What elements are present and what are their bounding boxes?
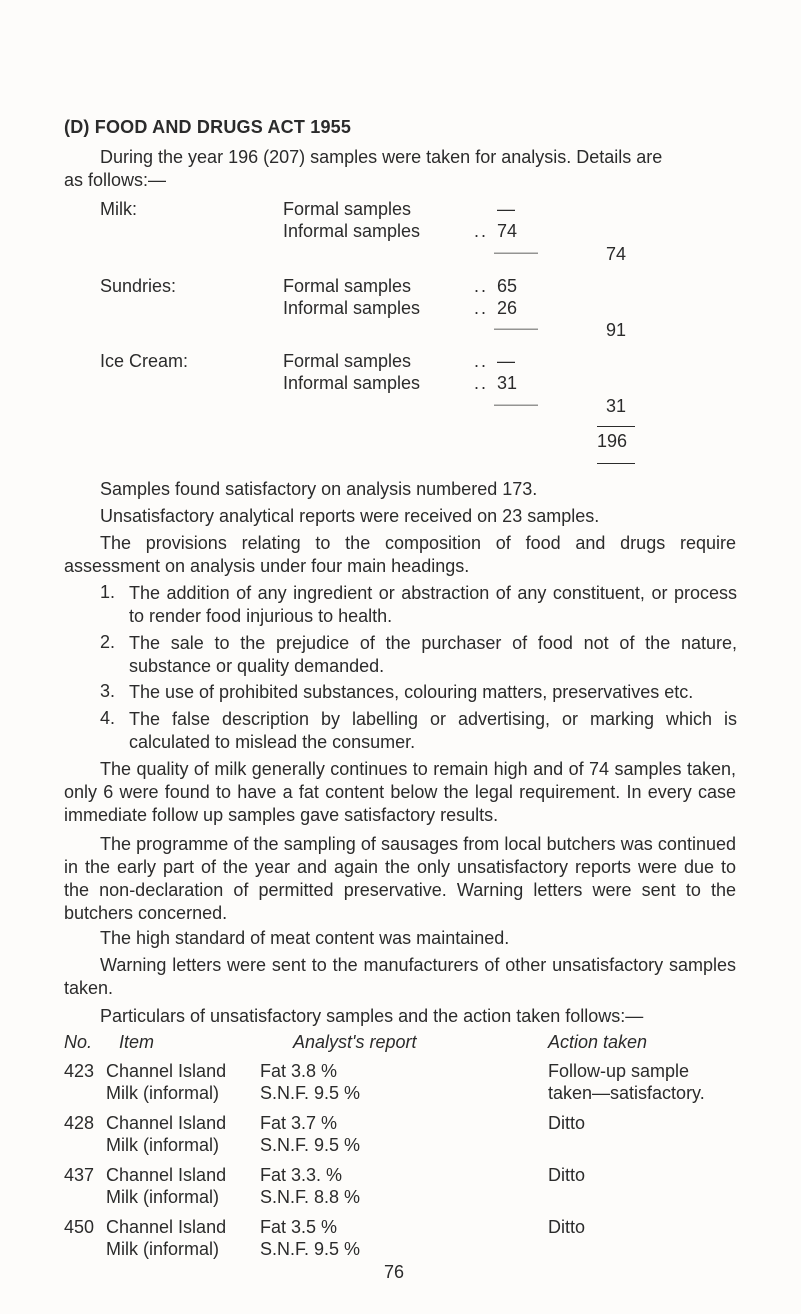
row-action: Ditto — [548, 1217, 586, 1237]
row-report: Fat 3.3. % — [260, 1165, 343, 1185]
para-satisfactory: Samples found satisfactory on analysis numbered 173. — [100, 479, 538, 499]
list-number: 2. — [100, 632, 116, 652]
para-milk — [64, 758, 736, 827]
row-action: Ditto — [548, 1165, 586, 1185]
row-no: 437 — [64, 1165, 95, 1185]
para-particulars: Particulars of unsatisfactory samples and the action taken follows:— — [100, 1006, 644, 1026]
section-heading: (D) FOOD AND DRUGS ACT 1955 — [64, 117, 352, 137]
samples-label: Informal samples — [283, 221, 421, 241]
list-number: 3. — [100, 681, 116, 701]
page-number: 76 — [384, 1262, 405, 1282]
para-warning-text: Warning letters were sent to the manufacturers of other unsatisfactory samples taken. — [64, 955, 736, 998]
samples-label: Formal samples — [283, 199, 412, 219]
samples-value: — — [497, 351, 515, 371]
samples-value: — — [497, 199, 515, 219]
samples-dots: .. — [474, 373, 489, 393]
row-item: Milk (informal) — [106, 1187, 220, 1207]
row-report: S.N.F. 9.5 % — [260, 1135, 361, 1155]
row-item: Channel Island — [106, 1165, 227, 1185]
samples-value: 74 — [497, 221, 518, 241]
subtotal-dash: ———— — [494, 247, 538, 259]
grand-total: 196 — [597, 431, 628, 451]
samples-dots: .. — [474, 298, 489, 318]
intro-line-2: as follows:— — [64, 170, 167, 190]
row-no: 428 — [64, 1113, 95, 1133]
header-item: Item — [119, 1032, 155, 1052]
row-item: Milk (informal) — [106, 1239, 220, 1259]
para-unsatisfactory: Unsatisfactory analytical reports were received on 23 samples. — [100, 506, 600, 526]
row-no: 423 — [64, 1061, 95, 1081]
row-report: S.N.F. 9.5 % — [260, 1239, 361, 1259]
header-action: Action taken — [548, 1032, 648, 1052]
samples-subtotal: 31 — [606, 396, 627, 416]
para-meat: The high standard of meat content was maintained. — [100, 928, 510, 948]
samples-subtotal: 74 — [606, 244, 627, 264]
para-provisions-text: The provisions relating to the composition of food and drugs require assessment on analysis under four main headings. — [64, 533, 736, 576]
subtotal-dash: ———— — [494, 323, 538, 335]
intro-line-1: During the year 196 (207) samples were taken for analysis. Details are — [100, 147, 663, 167]
para-sausages-text: The programme of the sampling of sausages from local butchers was continued in the early part of the year and again the only unsatisfactory reports were due to the non-declaration of permitted preservative. Warning letters were sent to the butchers concerned. — [64, 834, 736, 923]
samples-dots: .. — [474, 351, 489, 371]
header-report: Analyst's report — [293, 1032, 417, 1052]
samples-label: Formal samples — [283, 276, 412, 296]
row-item: Channel Island — [106, 1217, 227, 1237]
para-provisions — [64, 532, 736, 578]
list-number: 4. — [100, 708, 116, 728]
row-item: Channel Island — [106, 1113, 227, 1133]
row-report: Fat 3.8 % — [260, 1061, 338, 1081]
samples-value: 31 — [497, 373, 518, 393]
samples-label: Informal samples — [283, 373, 421, 393]
row-item: Milk (informal) — [106, 1083, 220, 1103]
total-rule-top — [597, 426, 635, 427]
samples-dots: .. — [474, 276, 489, 296]
row-action: Ditto — [548, 1113, 586, 1133]
row-report: Fat 3.7 % — [260, 1113, 338, 1133]
samples-category: Ice Cream: — [100, 351, 189, 371]
list-item: The addition of any ingredient or abstraction of any constituent, or process to render food injurious to health. — [129, 583, 737, 626]
samples-label: Informal samples — [283, 298, 421, 318]
samples-label: Formal samples — [283, 351, 412, 371]
total-rule-bottom — [597, 463, 635, 464]
row-report: S.N.F. 8.8 % — [260, 1187, 361, 1207]
row-action: Follow-up sample — [548, 1061, 690, 1081]
row-item: Channel Island — [106, 1061, 227, 1081]
para-milk-text: The quality of milk generally continues to remain high and of 74 samples taken, only 6 were found to have a fat content below the legal requirement. In every case immediate follow up samples gave satisfactory results. — [64, 759, 736, 825]
list-number: 1. — [100, 582, 116, 602]
header-no: No. — [64, 1032, 93, 1052]
samples-value: 65 — [497, 276, 518, 296]
samples-dots: .. — [474, 221, 489, 241]
para-sausages — [64, 833, 736, 925]
samples-value: 26 — [497, 298, 518, 318]
list-item: The sale to the prejudice of the purchaser of food not of the nature, substance or quality demanded. — [129, 633, 737, 676]
row-report: S.N.F. 9.5 % — [260, 1083, 361, 1103]
subtotal-dash: ———— — [494, 399, 538, 411]
list-item: The use of prohibited substances, colouring matters, preservatives etc. — [129, 682, 694, 702]
row-report: Fat 3.5 % — [260, 1217, 338, 1237]
samples-subtotal: 91 — [606, 320, 627, 340]
row-item: Milk (informal) — [106, 1135, 220, 1155]
samples-category: Sundries: — [100, 276, 177, 296]
list-item: The false description by labelling or advertising, or marking which is calculated to mislead the consumer. — [129, 709, 737, 752]
para-warning — [64, 954, 736, 1000]
row-action: taken—satisfactory. — [548, 1083, 705, 1103]
samples-category: Milk: — [100, 199, 137, 219]
row-no: 450 — [64, 1217, 95, 1237]
